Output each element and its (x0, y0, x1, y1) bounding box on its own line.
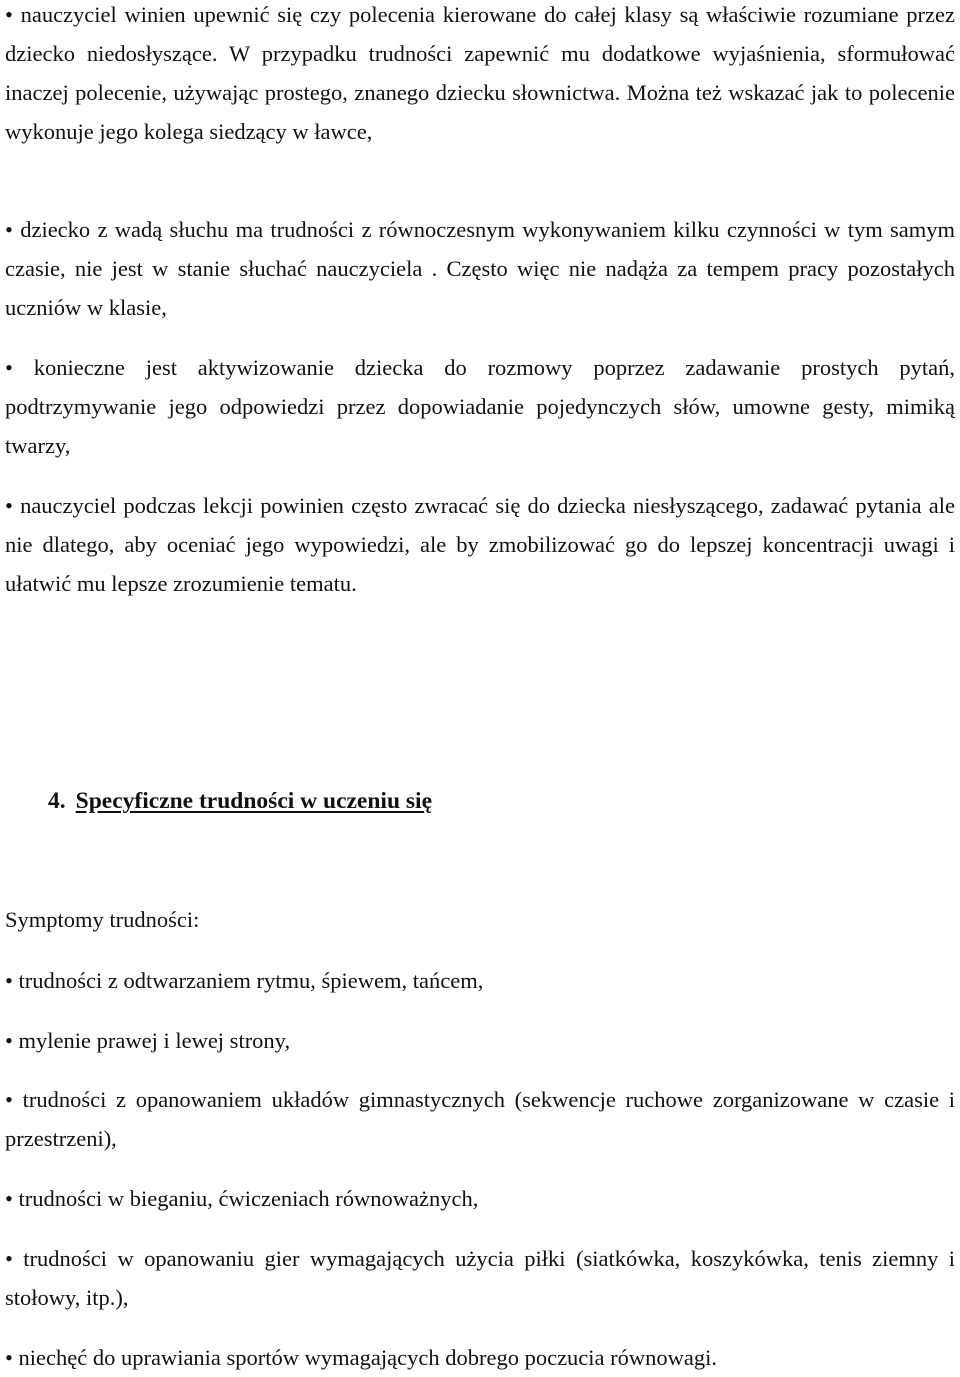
list-item (5, 486, 955, 603)
list-item-text: trudności w bieganiu, ćwiczeniach równoważnych, (18, 1186, 479, 1211)
section-number: 4. (48, 788, 66, 814)
list-item (5, 1080, 955, 1158)
list-item-text: trudności z opanowaniem układów gimnastycznych (sekwencje ruchowe zorganizowane w czasie i przestrzeni), (5, 1087, 956, 1151)
bullet: • (5, 493, 13, 518)
list-item-text: nauczyciel podczas lekcji powinien często zwracać się do dziecka niesłyszącego, zadawać pytania ale nie dlatego, aby oceniać jego wypowiedzi, ale by zmobilizować go do lepszej koncentracji uwagi i ułatwić mu lepsze zrozumienie tematu. (5, 493, 955, 596)
bullet: • (5, 1087, 13, 1112)
bullet: • (5, 1345, 13, 1370)
list-item-text: konieczne jest aktywizowanie dziecka do rozmowy poprzez zadawanie prostych pytań, podtrzymywanie jego odpowiedzi przez dopowiadanie pojedynczych słów, umowne gesty, mimiką twarzy, (5, 355, 955, 458)
section-title: Specyficzne trudności w uczeniu się (75, 788, 433, 814)
list-item (5, 1239, 955, 1317)
bullet: • (5, 217, 13, 242)
list-item-text: trudności z odtwarzaniem rytmu, śpiewem, tańcem, (18, 968, 484, 993)
list-item (5, 1179, 955, 1218)
bullet: • (5, 355, 13, 380)
list-item (5, 0, 955, 151)
list-item (5, 961, 955, 1000)
bullet: • (5, 1246, 13, 1271)
list-item-text: dziecko z wadą słuchu ma trudności z równoczesnym wykonywaniem kilku czynności w tym samym czasie, nie jest w stanie słuchać nauczyciela . Często więc nie nadąża za tempem pracy pozostałych uczniów w klasie, (5, 217, 955, 320)
list-item (5, 348, 955, 465)
section-heading (48, 786, 432, 816)
bullet: • (5, 1186, 13, 1211)
bullet: • (5, 968, 13, 993)
bullet: • (5, 2, 13, 27)
list-item-text: nauczyciel winien upewnić się czy polecenia kierowane do całej klasy są właściwie rozumiane przez dziecko niedosłyszące. W przypadku trudności zapewnić mu dodatkowe wyjaśnienia, sformułować inaczej polecenie, używając prostego, znanego dziecku słownictwa. Można też wskazać jak to polecenie wykonuje jego kolega siedzący w ławce, (5, 2, 956, 144)
list-item-text: niechęć do uprawiania sportów wymagających dobrego poczucia równowagi. (18, 1345, 718, 1370)
list-item (5, 210, 955, 327)
list-item (5, 1338, 955, 1377)
list-item-text: mylenie prawej i lewej strony, (18, 1028, 291, 1053)
list-item (5, 1021, 955, 1060)
list-item-text: trudności w opanowaniu gier wymagających użycia piłki (siatkówka, koszykówka, tenis ziemny i stołowy, itp.), (5, 1246, 955, 1310)
bullet: • (5, 1028, 13, 1053)
symptoms-label: Symptomy trudności: (5, 907, 200, 932)
